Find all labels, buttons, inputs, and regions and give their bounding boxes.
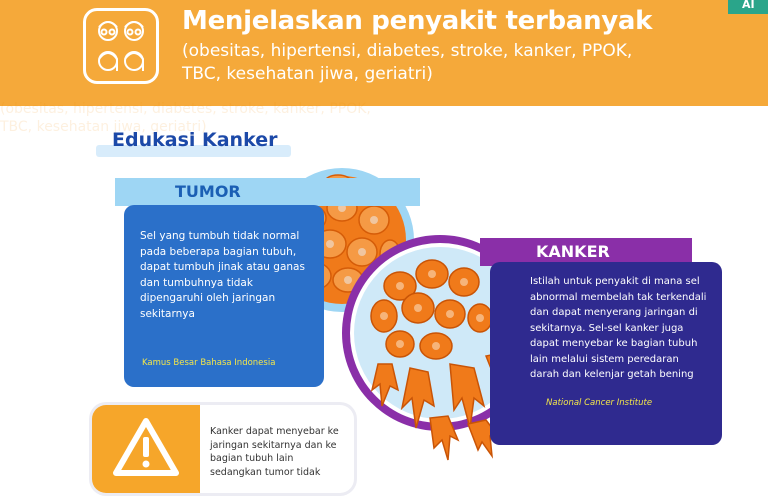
kanker-source: National Cancer Institute <box>546 398 653 408</box>
kanker-description: Istilah untuk penyakit di mana sel abnormal membelah tak terkendali dan dapat menyerang jaringan di sekitarnya. Sel-sel kanker juga dapat menyebar ke bagian tubuh lain melalui sistem peredaran darah dan kelenjar getah bening <box>530 276 707 380</box>
tumor-label-bar <box>115 178 420 206</box>
page-subtitle: (obesitas, hipertensi, diabetes, stroke, kanker, PPOK, TBC, kesehatan jiwa, geriatri) <box>182 41 633 84</box>
tumor-card <box>124 205 324 387</box>
warning-icon-panel <box>92 405 200 493</box>
kanker-card <box>490 262 722 445</box>
warning-card <box>92 405 354 493</box>
tumor-source: Kamus Besar Bahasa Indonesia <box>142 358 276 368</box>
tumor-description: Sel yang tumbuh tidak normal pada beberapa bagian tubuh, dapat tumbuh jinak atau ganas dan tumbuhnya tidak dipengaruhi oleh jaringan sekitarnya <box>140 230 305 320</box>
warning-icon <box>92 405 200 493</box>
kanker-label: KANKER <box>536 242 610 261</box>
warning-text: Kanker dapat menyebar ke jaringan sekitarnya dan ke bagian tubuh lain sedangkan tumor tidak <box>210 426 339 478</box>
faded-text-line: (obesitas, hipertensi, diabetes, stroke, kanker, PPOK, TBC, kesehatan jiwa, geriatri) <box>0 101 371 135</box>
corner-tab[interactable] <box>728 0 768 14</box>
page-title: Menjelaskan penyakit terbanyak <box>182 6 653 36</box>
tumor-label: TUMOR <box>175 182 241 201</box>
section-title: Edukasi Kanker <box>112 129 278 151</box>
header-banner <box>0 0 768 106</box>
elderly-family-icon <box>83 8 159 84</box>
corner-tab-label: AI <box>742 0 755 11</box>
